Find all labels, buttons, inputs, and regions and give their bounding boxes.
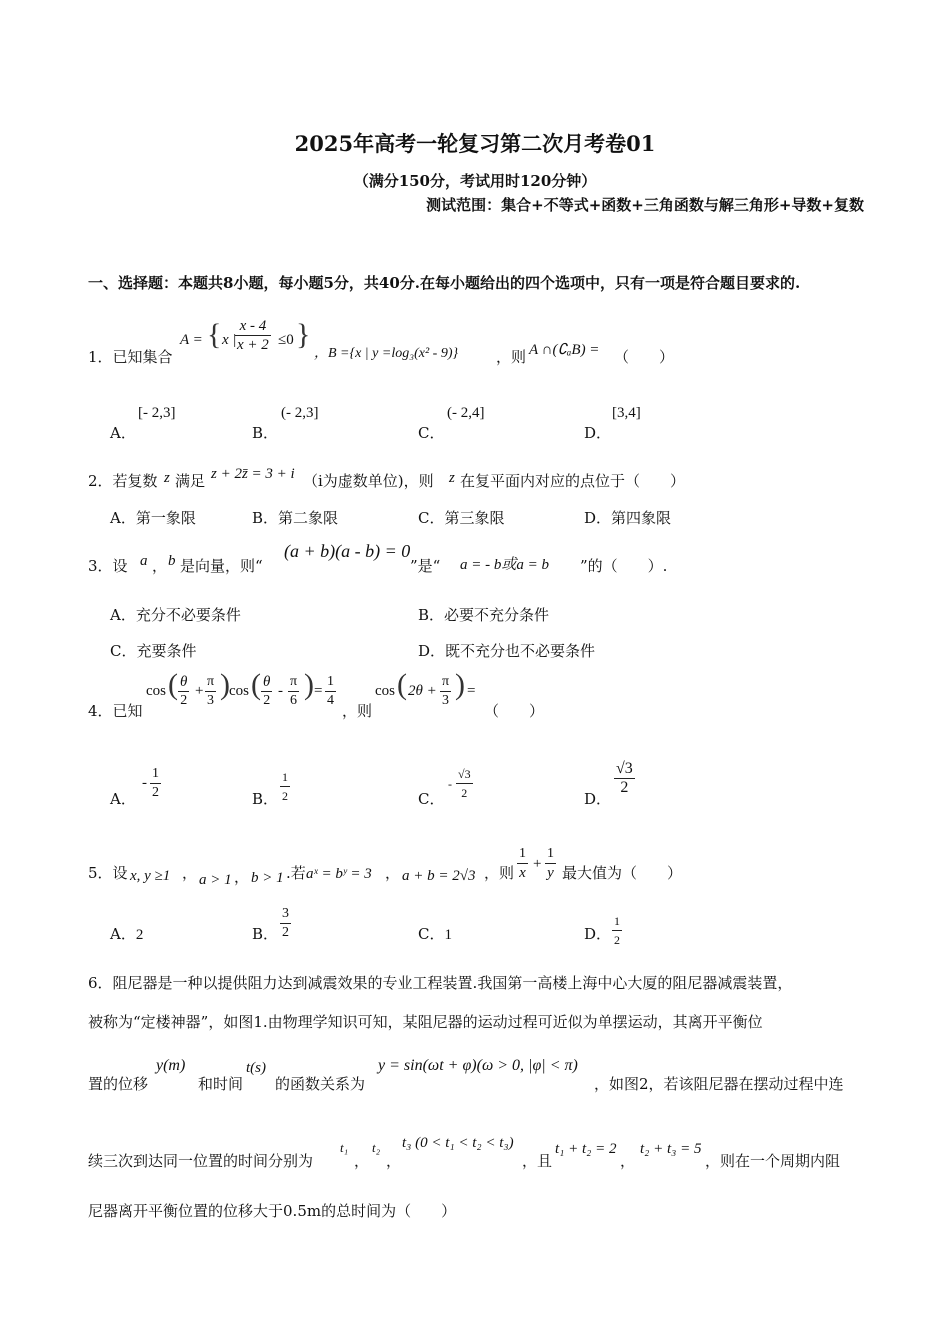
q4-arg-3: 2θ + xyxy=(408,683,437,699)
q3-expression: (a + b)(a - b) = 0 xyxy=(284,541,411,561)
q4-text-1: 4．已知 xyxy=(88,702,143,720)
q1-frac-num: x - 4 xyxy=(235,317,271,336)
q4-paren-open-3: ( xyxy=(397,668,407,701)
q4-paren-open-2: ( xyxy=(251,668,261,701)
q4-option-a-label: A． xyxy=(110,790,136,808)
q1-option-a-value: [- 2,3] xyxy=(138,405,176,421)
q1-option-b-label: B． xyxy=(252,424,279,442)
q4-equals-2: = xyxy=(467,683,476,699)
q3-option-c: C．充要条件 xyxy=(110,642,197,660)
q1-option-d-label: D． xyxy=(584,424,612,442)
q4-cos-2: cos xyxy=(229,683,249,699)
q6-l4-g: ，且 xyxy=(522,1152,553,1170)
q5-text-4: 最大值为（ ） xyxy=(562,864,683,882)
q4-option-a-fraction: $\frac{1}{2}$ xyxy=(152,766,159,800)
q6-l3-a: 置的位移 xyxy=(88,1075,149,1093)
q6-l4-b: t₁ xyxy=(340,1140,349,1155)
q3-option-b: B．必要不充分条件 xyxy=(418,606,550,624)
q5-option-d-label: D． xyxy=(584,925,612,943)
q2-z-1: z xyxy=(164,470,170,486)
q4-cos-3: cos xyxy=(375,683,395,699)
q1-set-a-fraction xyxy=(235,317,271,354)
q5-option-d-fraction: $\frac{1}{2}$ xyxy=(614,914,620,947)
q6-l4-a: 续三次到达同一位置的时间分别为 xyxy=(88,1152,314,1170)
q5-cond-5: a + b = 2√3 xyxy=(402,868,476,884)
q3-text-2: 是向量，则“ xyxy=(180,557,263,575)
q5-cond-4: aˣ = bʸ = 3 xyxy=(306,866,372,882)
q4-paren-close-3: ) xyxy=(455,668,465,701)
q5-option-b-fraction: $\frac{3}{2}$ xyxy=(282,906,289,940)
q6-l3-f: y = sin(ωt + φ)(ω > 0, |φ| < π) xyxy=(378,1057,578,1074)
q1-option-b-value: (- 2,3] xyxy=(281,405,319,421)
q1-option-c-label: C． xyxy=(418,424,445,442)
q4-option-b-fraction: $\frac{1}{2}$ xyxy=(282,770,288,803)
q3-option-a: A．充分不必要条件 xyxy=(110,606,241,624)
q4-pi-third-1: $\frac{\pi}{3}$ xyxy=(207,674,215,708)
q5-cond-2: a > 1 xyxy=(199,872,232,888)
q6-line-5: 尼器离开平衡位置的位移大于0.5m的总时间为（ ） xyxy=(88,1202,457,1220)
q4-pi-sixth: $\frac{\pi}{6}$ xyxy=(290,674,298,708)
q2-text-1: 2．若复数 xyxy=(88,472,158,490)
q4-answer-paren: （ ） xyxy=(484,702,545,720)
q6-l3-d: t(s) xyxy=(246,1060,266,1076)
section-heading: 一、选择题：本题共8小题，每小题5分，共40分.在每小题给出的四个选项中，只有一项是符合题目要求的. xyxy=(88,274,801,292)
q4-cos-1: cos xyxy=(146,683,166,699)
q5-frac-2: $\frac{1}{y}$ xyxy=(547,846,554,881)
q6-l4-e: ， xyxy=(386,1152,402,1170)
q1-set-a-le: ≤0 xyxy=(278,332,294,348)
q1-expression: A ∩(∁ₐB) = xyxy=(529,342,600,358)
q6-line-2: 被称为“定楼神器”，如图1.由物理学知识可知，某阻尼器的运动过程可近似为单摆运动，其离开平衡位 xyxy=(88,1013,763,1031)
q3-option-d: D．既不充分也不必要条件 xyxy=(418,642,596,660)
q5-text-1: 5．设 xyxy=(88,864,128,882)
q5-text-2: .若 xyxy=(286,864,306,882)
q3-comma: ， xyxy=(152,557,168,575)
q4-option-c-label: C． xyxy=(418,790,445,808)
exam-info: （满分150分，考试用时120分钟） xyxy=(353,172,597,190)
q4-plus-1: + xyxy=(195,683,204,699)
q1-option-d-value: [3,4] xyxy=(612,405,641,421)
test-range: 测试范围：集合+不等式+函数+三角函数与解三角形+导数+复数 xyxy=(426,196,864,214)
q6-l4-i: ， xyxy=(620,1152,636,1170)
q1-number: 1．已知集合 xyxy=(88,348,173,366)
q5-option-c: C．1 xyxy=(418,925,452,943)
q3-expression-2: a = - b或a = b xyxy=(460,557,549,573)
q4-text-2: ，则 xyxy=(342,702,373,720)
q6-l3-b: y(m) xyxy=(156,1057,186,1074)
q4-option-b-label: B． xyxy=(252,790,279,808)
q2-text-3: （i为虚数单位)，则 xyxy=(303,472,434,490)
q2-option-b: B．第二象限 xyxy=(252,509,339,527)
q6-l4-f: t₃ (0 < t₁ < t₂ < t₃) xyxy=(402,1135,514,1151)
q4-minus: - xyxy=(278,683,283,699)
q2-equation: z + 2z̄ = 3 + i xyxy=(211,466,295,482)
page-title: 2025年高考一轮复习第二次月考卷01 xyxy=(294,131,656,156)
q5-option-b-label: B． xyxy=(252,925,279,943)
q4-option-c-sign: - xyxy=(448,777,452,791)
q2-option-a: A．第一象限 xyxy=(110,509,196,527)
q5-frac-1: $\frac{1}{x}$ xyxy=(519,846,526,881)
q6-l4-h: t₁ + t₂ = 2 xyxy=(555,1141,617,1157)
q1-frac-den: x + 2 xyxy=(237,337,269,353)
q4-theta-half-1: $\frac{\theta}{2}$ xyxy=(180,674,188,708)
q5-plus: + xyxy=(533,856,542,872)
q5-option-a: A．2 xyxy=(110,925,144,943)
q4-option-d-label: D． xyxy=(584,790,612,808)
q5-sep-1: ， xyxy=(182,864,198,882)
q6-l4-d: t₂ xyxy=(372,1140,381,1155)
q2-text-4: 在复平面内对应的点位于（ ） xyxy=(460,472,686,490)
q4-equals: = xyxy=(314,683,323,699)
q4-quarter: $\frac{1}{4}$ xyxy=(327,674,334,708)
q6-l3-e: 的函数关系为 xyxy=(275,1075,366,1093)
q1-option-c-value: (- 2,4] xyxy=(447,405,485,421)
q6-l3-c: 和时间 xyxy=(198,1075,244,1093)
q4-option-a-sign: - xyxy=(142,775,147,791)
q6-l4-c: ， xyxy=(354,1152,370,1170)
q1-set-a-x: x | xyxy=(222,332,237,348)
q3-text-1: 3．设 xyxy=(88,557,128,575)
q2-option-c: C．第三象限 xyxy=(418,509,505,527)
q2-z-2: z xyxy=(449,470,455,486)
q5-sep-3: ， xyxy=(385,864,401,882)
q6-line-1: 6．阻尼器是一种以提供阻力达到减震效果的专业工程装置.我国第一高楼上海中心大厦的阻尼器减震装置， xyxy=(88,974,793,992)
q1-set-b: ，B ={x | y =log₃(x² - 9)} xyxy=(314,346,459,361)
q5-text-3: ，则 xyxy=(484,864,515,882)
q4-theta-half-2: $\frac{\theta}{2}$ xyxy=(263,674,271,708)
q4-paren-close-2: ) xyxy=(304,668,314,701)
q1-tail: ，则 xyxy=(496,348,527,366)
q5-sep-2: ， xyxy=(234,868,250,886)
q3-b: b xyxy=(168,553,176,569)
q2-option-d: D．第四象限 xyxy=(584,509,672,527)
q1-set-a-label: A = xyxy=(180,332,203,348)
q5-cond-1: x, y ≥1 xyxy=(130,868,171,884)
q1-option-a-label: A． xyxy=(110,424,136,442)
q3-text-4: ”的（ ）. xyxy=(580,557,668,575)
q1-brace-left: { xyxy=(207,318,222,351)
q3-text-3: ”是“ xyxy=(410,557,441,575)
q6-l4-k: ，则在一个周期内阻 xyxy=(705,1152,841,1170)
q1-answer-paren: （ ） xyxy=(614,348,675,366)
q6-l4-j: t₂ + t₃ = 5 xyxy=(640,1141,702,1157)
q4-paren-open-1: ( xyxy=(168,668,178,701)
q1-brace-right: } xyxy=(296,318,311,351)
q4-pi-third-3: $\frac{\pi}{3}$ xyxy=(442,674,450,708)
q6-l3-g: ，如图2，若该阻尼器在摆动过程中连 xyxy=(594,1075,844,1093)
q2-text-2: 满足 xyxy=(175,472,206,490)
q4-option-d-fraction: $\frac{√3}{2}$ xyxy=(616,760,633,796)
q3-a: a xyxy=(140,553,148,569)
q4-paren-close-1: ) xyxy=(220,668,230,701)
q4-option-c-fraction: $\frac{√3}{2}$ xyxy=(458,767,471,800)
q5-cond-3: b > 1 xyxy=(251,870,284,886)
